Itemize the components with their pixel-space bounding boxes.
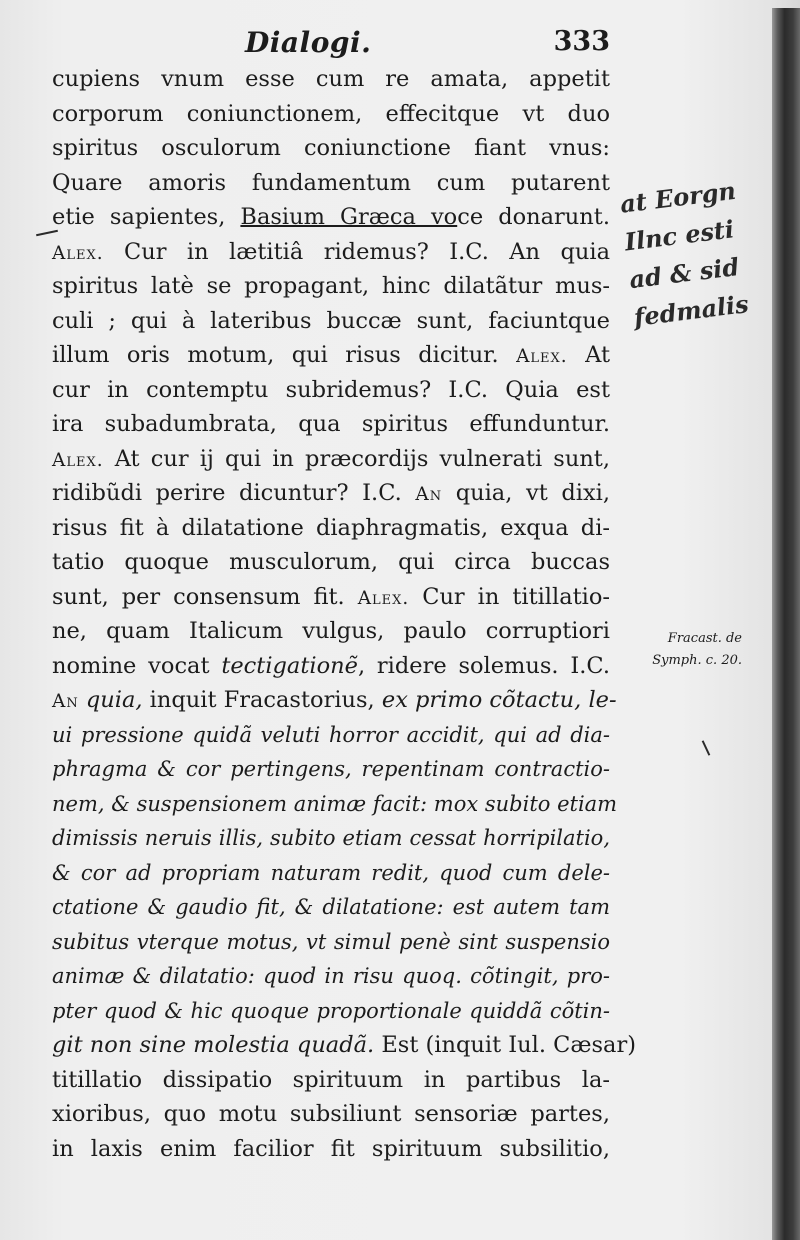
text-segment: tectigationẽ: [221, 652, 358, 679]
text-segment: & cor ad propriam naturam redit, quod cum dele-: [52, 860, 610, 885]
text-line: [52, 614, 610, 649]
text-line: [52, 925, 610, 960]
text-segment: Basium Græca vo: [240, 204, 458, 230]
text-segment: Quare amoris fundamentum cum putarent: [52, 169, 610, 196]
text-segment: etie sapientes,: [52, 204, 241, 230]
text-segment: At cur ij qui in præcordijs vulnerati sunt,: [103, 445, 610, 472]
text-segment: subitus vterque motus, vt simul penè sint suspensio: [52, 929, 610, 954]
text-segment: ce donarunt.: [457, 204, 610, 230]
text-segment: inquit Fracastorius,: [142, 687, 382, 713]
text-line: [52, 959, 610, 994]
text-segment: git non sine molestia quadã.: [52, 1032, 375, 1058]
text-line: [52, 890, 610, 925]
handwritten-line: at Eorgn: [618, 175, 738, 219]
text-segment: Cur in titillatio-: [409, 583, 611, 610]
text-segment: Est (inquit Iul. Cæsar): [374, 1032, 637, 1058]
text-segment: pter quod & hic quoque proportionale quiddã cõtin-: [52, 998, 610, 1023]
text-segment: risus fit à dilatatione diaphragmatis, exqua di-: [52, 514, 610, 541]
text-segment: spiritus latè se propagant, hinc dilatãtur mus-: [52, 273, 610, 299]
speaker-label: Alex.: [52, 449, 104, 471]
text-line: [52, 821, 610, 856]
text-segment: nem, & suspensionem animæ facit: mox subito etiam: [52, 791, 618, 816]
text-line: [52, 856, 610, 891]
text-line: [52, 235, 610, 270]
text-line: [52, 269, 610, 304]
text-segment: phragma & cor pertingens, repentinam contractio-: [52, 757, 610, 781]
text-segment: ira subadumbrata, qua spiritus effunduntur.: [52, 411, 610, 437]
text-segment: in laxis enim facilior fit spirituum subsilitio,: [52, 1135, 610, 1162]
text-segment: At: [567, 342, 610, 368]
text-segment: Cur in lætitiâ ridemus? I.C. An quia: [103, 238, 610, 265]
speaker-label: Alex.: [516, 346, 568, 367]
text-segment: xioribus, quo motu subsiliunt sensoriæ partes,: [52, 1101, 610, 1127]
body-text: [52, 62, 637, 1166]
text-line: [52, 97, 610, 132]
speaker-label: Alex.: [52, 242, 104, 264]
text-segment: animæ & dilatatio: quod in risu quoq. cõtingit, pro-: [52, 964, 610, 988]
text-segment: cur in contemptu subridemus? I.C. Quia est: [52, 376, 610, 403]
text-line: [52, 131, 610, 166]
speaker-label: Alex.: [357, 587, 410, 609]
text-line: [52, 580, 610, 615]
text-segment: ctatione & gaudio fit, & dilatatione: est autem tam: [52, 895, 610, 919]
text-segment: illum oris motum, qui risus dicitur.: [52, 342, 517, 368]
text-line: [52, 476, 610, 511]
text-segment: titillatio dissipatio spirituum in partibus la-: [52, 1066, 610, 1093]
text-segment: ne, quam Italicum vulgus, paulo corruptiori: [52, 618, 610, 644]
ink-tick-mark: [702, 740, 711, 755]
handwritten-annotation: [618, 167, 795, 337]
text-line: [52, 683, 617, 718]
text-segment: quia,: [78, 687, 143, 713]
text-line: [52, 62, 610, 97]
text-line: [52, 373, 610, 408]
text-segment: nomine vocat: [52, 652, 222, 679]
text-segment: ridibũdi perire dicuntur? I.C.: [52, 480, 416, 506]
text-segment: spiritus osculorum coniunctione fiant vnus:: [52, 135, 610, 161]
text-line: [52, 545, 610, 580]
margin-note-line: Fracast. de: [667, 631, 742, 646]
text-line: [52, 304, 610, 339]
handwritten-line: ad & sid: [627, 251, 741, 295]
text-line: [52, 511, 610, 546]
text-segment: ui pressione quidã veluti horror accidit, qui ad dia-: [52, 722, 610, 747]
text-line: [52, 407, 610, 442]
text-line: [52, 1028, 637, 1063]
text-segment: sunt, per consensum fit.: [52, 583, 358, 610]
text-line: [52, 166, 610, 201]
text-segment: cupiens vnum esse cum re amata, appetit: [52, 66, 610, 92]
text-line: [52, 1063, 610, 1098]
text-line: [52, 994, 610, 1029]
text-line: [52, 787, 618, 822]
text-segment: culi ; qui à lateribus buccæ sunt, faciuntque: [52, 307, 610, 334]
running-head: [245, 26, 610, 66]
text-line: [52, 752, 610, 787]
text-segment: , ridere solemus. I.C.: [357, 652, 611, 679]
handwritten-line: Ilnc esti: [623, 214, 736, 257]
text-segment: dimissis neruis illis, subito etiam cessat horripilatio,: [52, 826, 610, 850]
text-line: [52, 718, 610, 753]
text-line: [52, 649, 610, 684]
page-number: 333: [553, 26, 610, 57]
margin-note-line: Symph. c. 20.: [652, 653, 742, 668]
text-line: [52, 442, 610, 477]
text-segment: tatio quoque musculorum, qui circa buccas: [52, 549, 610, 575]
text-segment: ex primo cõtactu, le-: [381, 687, 617, 713]
text-segment: quia, vt dixi,: [442, 480, 610, 506]
text-line: [52, 200, 610, 235]
text-segment: corporum coniunctionem, effecitque vt duo: [52, 100, 610, 127]
running-head-title: Dialogi.: [245, 26, 372, 59]
printed-margin-note: [622, 628, 742, 672]
text-line: [52, 1132, 610, 1167]
handwritten-line: fedmalis: [632, 289, 751, 332]
speaker-label: An: [415, 484, 443, 505]
text-line: [52, 338, 610, 373]
text-line: [52, 1097, 610, 1132]
speaker-label: An: [52, 691, 79, 712]
